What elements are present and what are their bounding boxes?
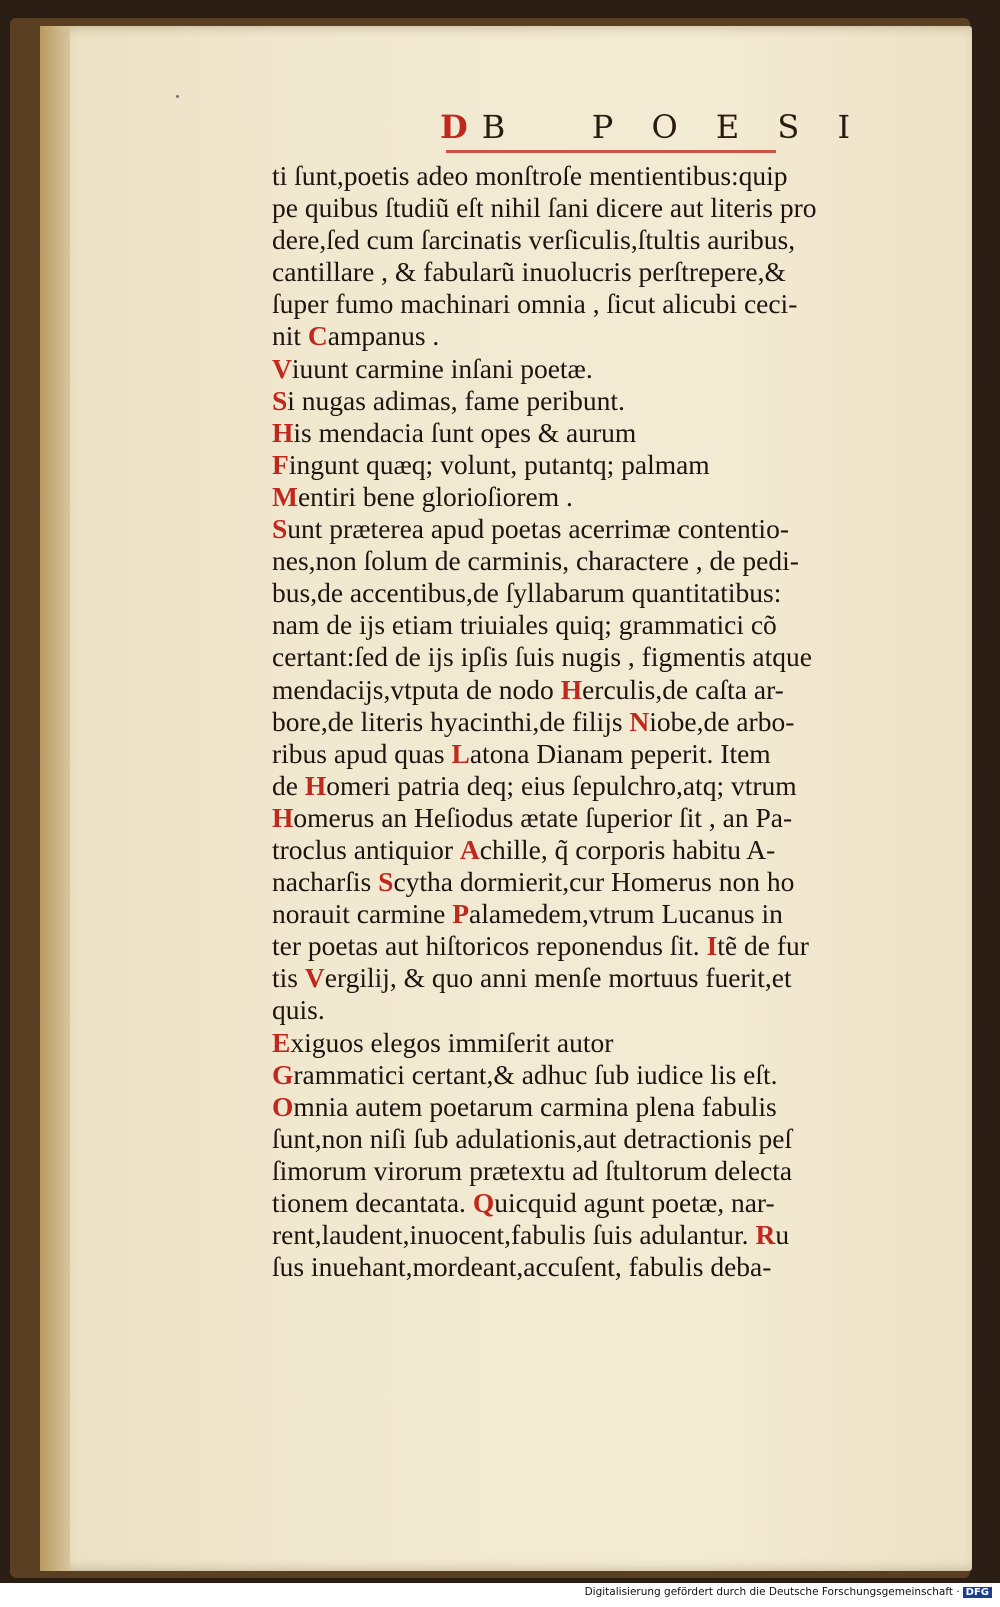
text-line	[272, 1155, 952, 1187]
text-line	[272, 353, 952, 385]
rubricated-initial: P	[452, 898, 470, 930]
text-line	[272, 674, 952, 706]
text-line	[272, 577, 952, 609]
text-segment: ribus apud quas	[272, 737, 452, 769]
text-line	[272, 288, 952, 320]
text-segment: ſunt,non niſi ſub adulationis,aut detractionis peſ	[272, 1122, 793, 1154]
text-segment: bore,de literis hyacinthi,de filijs	[272, 705, 630, 737]
text-segment: ti ſunt,poetis adeo monſtroſe mentientibus:quip	[272, 160, 788, 191]
running-head-initial: D	[440, 108, 482, 146]
text-segment: nes,non ſolum de carminis, charactere , de pedi-	[272, 545, 799, 577]
text-segment: alamedem,vtrum Lucanus in	[469, 898, 783, 930]
text-line	[272, 962, 952, 994]
text-segment: u	[775, 1219, 790, 1251]
running-head	[440, 108, 865, 156]
text-segment: troclus antiquior	[272, 833, 460, 865]
text-segment: cantillare , & fabularũ inuolucris perſtrepere,&	[272, 256, 786, 288]
rubricated-initial: A	[459, 833, 480, 865]
text-line	[272, 256, 952, 288]
rubricated-initial: C	[307, 320, 328, 352]
rubricated-initial: E	[272, 1026, 291, 1058]
text-segment: ſimorum virorum prætextu ad ſtultorum delecta	[272, 1154, 793, 1186]
text-segment: i nugas adimas, fame peribunt.	[287, 384, 625, 416]
text-segment: nam de ijs etiam triuiales quiq; grammatici cõ	[272, 609, 777, 641]
rubricated-initial: H	[272, 801, 294, 833]
text-segment: ergilij, & quo anni menſe mortuus fuerit,et	[324, 962, 792, 994]
footer-credit: Digitalisierung gefördert durch die Deutsche Forschungsgemeinschaft ·	[584, 1586, 960, 1598]
rubricated-initial: S	[378, 866, 394, 898]
paper-speck	[176, 95, 179, 98]
text-segment: dere,ſed cum ſarcinatis verſiculis,ſtultis auribus,	[272, 224, 796, 256]
rubricated-initial: R	[755, 1219, 776, 1251]
text-line	[272, 417, 952, 449]
rubricated-initial: S	[272, 384, 288, 416]
text-line	[272, 192, 952, 224]
text-segment: iuunt carmine inſani poetæ.	[291, 352, 593, 384]
text-line	[272, 802, 952, 834]
text-line	[272, 385, 952, 417]
page-gutter	[40, 26, 70, 1571]
text-line	[272, 1059, 952, 1091]
rubricated-initial: H	[272, 416, 294, 448]
text-line	[272, 320, 952, 352]
rubricated-initial: H	[560, 673, 583, 705]
text-segment: omerus an Heſiodus ætate ſuperior ſit , an Pa-	[293, 801, 793, 833]
text-segment: rent,laudent,inuocent,fabulis ſuis adulantur.	[272, 1219, 756, 1251]
rubricated-initial: L	[451, 737, 470, 769]
text-segment: bus,de accentibus,de ſyllabarum quantitatibus:	[272, 577, 782, 609]
text-line	[272, 609, 952, 641]
text-segment: entiri bene glorioſiorem .	[297, 480, 573, 512]
text-line	[272, 1027, 952, 1059]
text-segment: nacharſis	[272, 866, 379, 898]
text-line	[272, 545, 952, 577]
rubricated-initial: N	[629, 705, 650, 737]
text-line	[272, 834, 952, 866]
text-line	[272, 224, 952, 256]
text-line	[272, 1091, 952, 1123]
text-segment: ſus inuehant,mordeant,accuſent, fabulis deba-	[272, 1251, 772, 1283]
text-line	[272, 160, 952, 192]
text-segment: ampanus .	[327, 320, 440, 352]
text-line	[272, 770, 952, 802]
text-segment: unt præterea apud poetas acerrimæ contentio-	[287, 513, 789, 545]
text-segment: iobe,de arbo-	[649, 705, 795, 737]
rubricated-initial: F	[272, 448, 289, 480]
text-segment: uicquid agunt poetæ, nar-	[494, 1187, 775, 1218]
rubricated-initial: H	[304, 769, 327, 801]
text-line	[272, 898, 952, 930]
text-segment: norauit carmine	[272, 898, 453, 930]
rubricated-initial: O	[272, 1090, 294, 1122]
digitization-footer	[585, 1586, 992, 1598]
text-line	[272, 738, 952, 770]
text-segment: mendacijs,vtputa de nodo	[272, 673, 561, 705]
rubricated-initial: G	[272, 1058, 294, 1090]
text-line	[272, 513, 952, 545]
text-segment: mnia autem poetarum carmina plena fabulis	[293, 1090, 777, 1122]
text-segment: pe quibus ſtudiũ eſt nihil ſani dicere aut literis pro	[272, 192, 817, 224]
text-line	[272, 481, 952, 513]
text-line	[272, 641, 952, 673]
text-segment: omeri patria deq; eius ſepulchro,atq; vtrum	[326, 769, 797, 801]
text-segment: nit	[272, 320, 308, 352]
text-line	[272, 1251, 952, 1283]
text-line	[272, 1219, 952, 1251]
text-line	[272, 930, 952, 962]
dfg-logo: DFG	[963, 1587, 992, 1598]
text-line	[272, 866, 952, 898]
rubricated-initial: V	[304, 962, 325, 994]
text-segment: is mendacia ſunt opes & aurum	[293, 416, 637, 448]
text-segment: cytha dormierit,cur Homerus non ho	[393, 866, 795, 898]
text-segment: ſuper fumo machinari omnia , ſicut alicubi ceci-	[272, 288, 798, 320]
text-segment: tionem decantata.	[272, 1187, 473, 1218]
text-segment: quis.	[272, 994, 325, 1026]
text-segment: tẽ de fur	[717, 930, 809, 962]
text-segment: rammatici certant,& adhuc ſub iudice lis eſt.	[293, 1058, 778, 1090]
text-line	[272, 1123, 952, 1155]
text-segment: de	[272, 769, 305, 801]
text-line	[272, 706, 952, 738]
text-block	[272, 160, 952, 1283]
rubricated-initial: Q	[472, 1187, 495, 1218]
rubricated-initial: I	[706, 930, 718, 962]
rubricated-initial: M	[272, 480, 298, 512]
text-segment: erculis,de caſta ar-	[582, 673, 784, 705]
text-segment: tis	[272, 962, 305, 994]
text-line	[272, 449, 952, 481]
rubricated-initial: V	[272, 352, 292, 384]
text-line	[272, 1187, 952, 1219]
text-segment: ingunt quæq; volunt, putantq; palmam	[288, 448, 710, 480]
text-segment: ter poetas aut hiſtoricos reponendus ſit.	[272, 930, 707, 962]
text-segment: certant:ſed de ijs ipſis ſuis nugis , figmentis atque	[272, 641, 812, 673]
rubricated-initial: S	[272, 513, 288, 545]
text-line	[272, 994, 952, 1026]
running-head-title: B P O E S I	[481, 108, 865, 146]
text-segment: xiguos elegos immiſerit autor	[290, 1026, 614, 1058]
text-segment: chille, q̃ corporis habitu A-	[479, 833, 776, 865]
text-segment: atona Dianam peperit. Item	[469, 737, 771, 769]
running-head-underline	[446, 150, 776, 153]
